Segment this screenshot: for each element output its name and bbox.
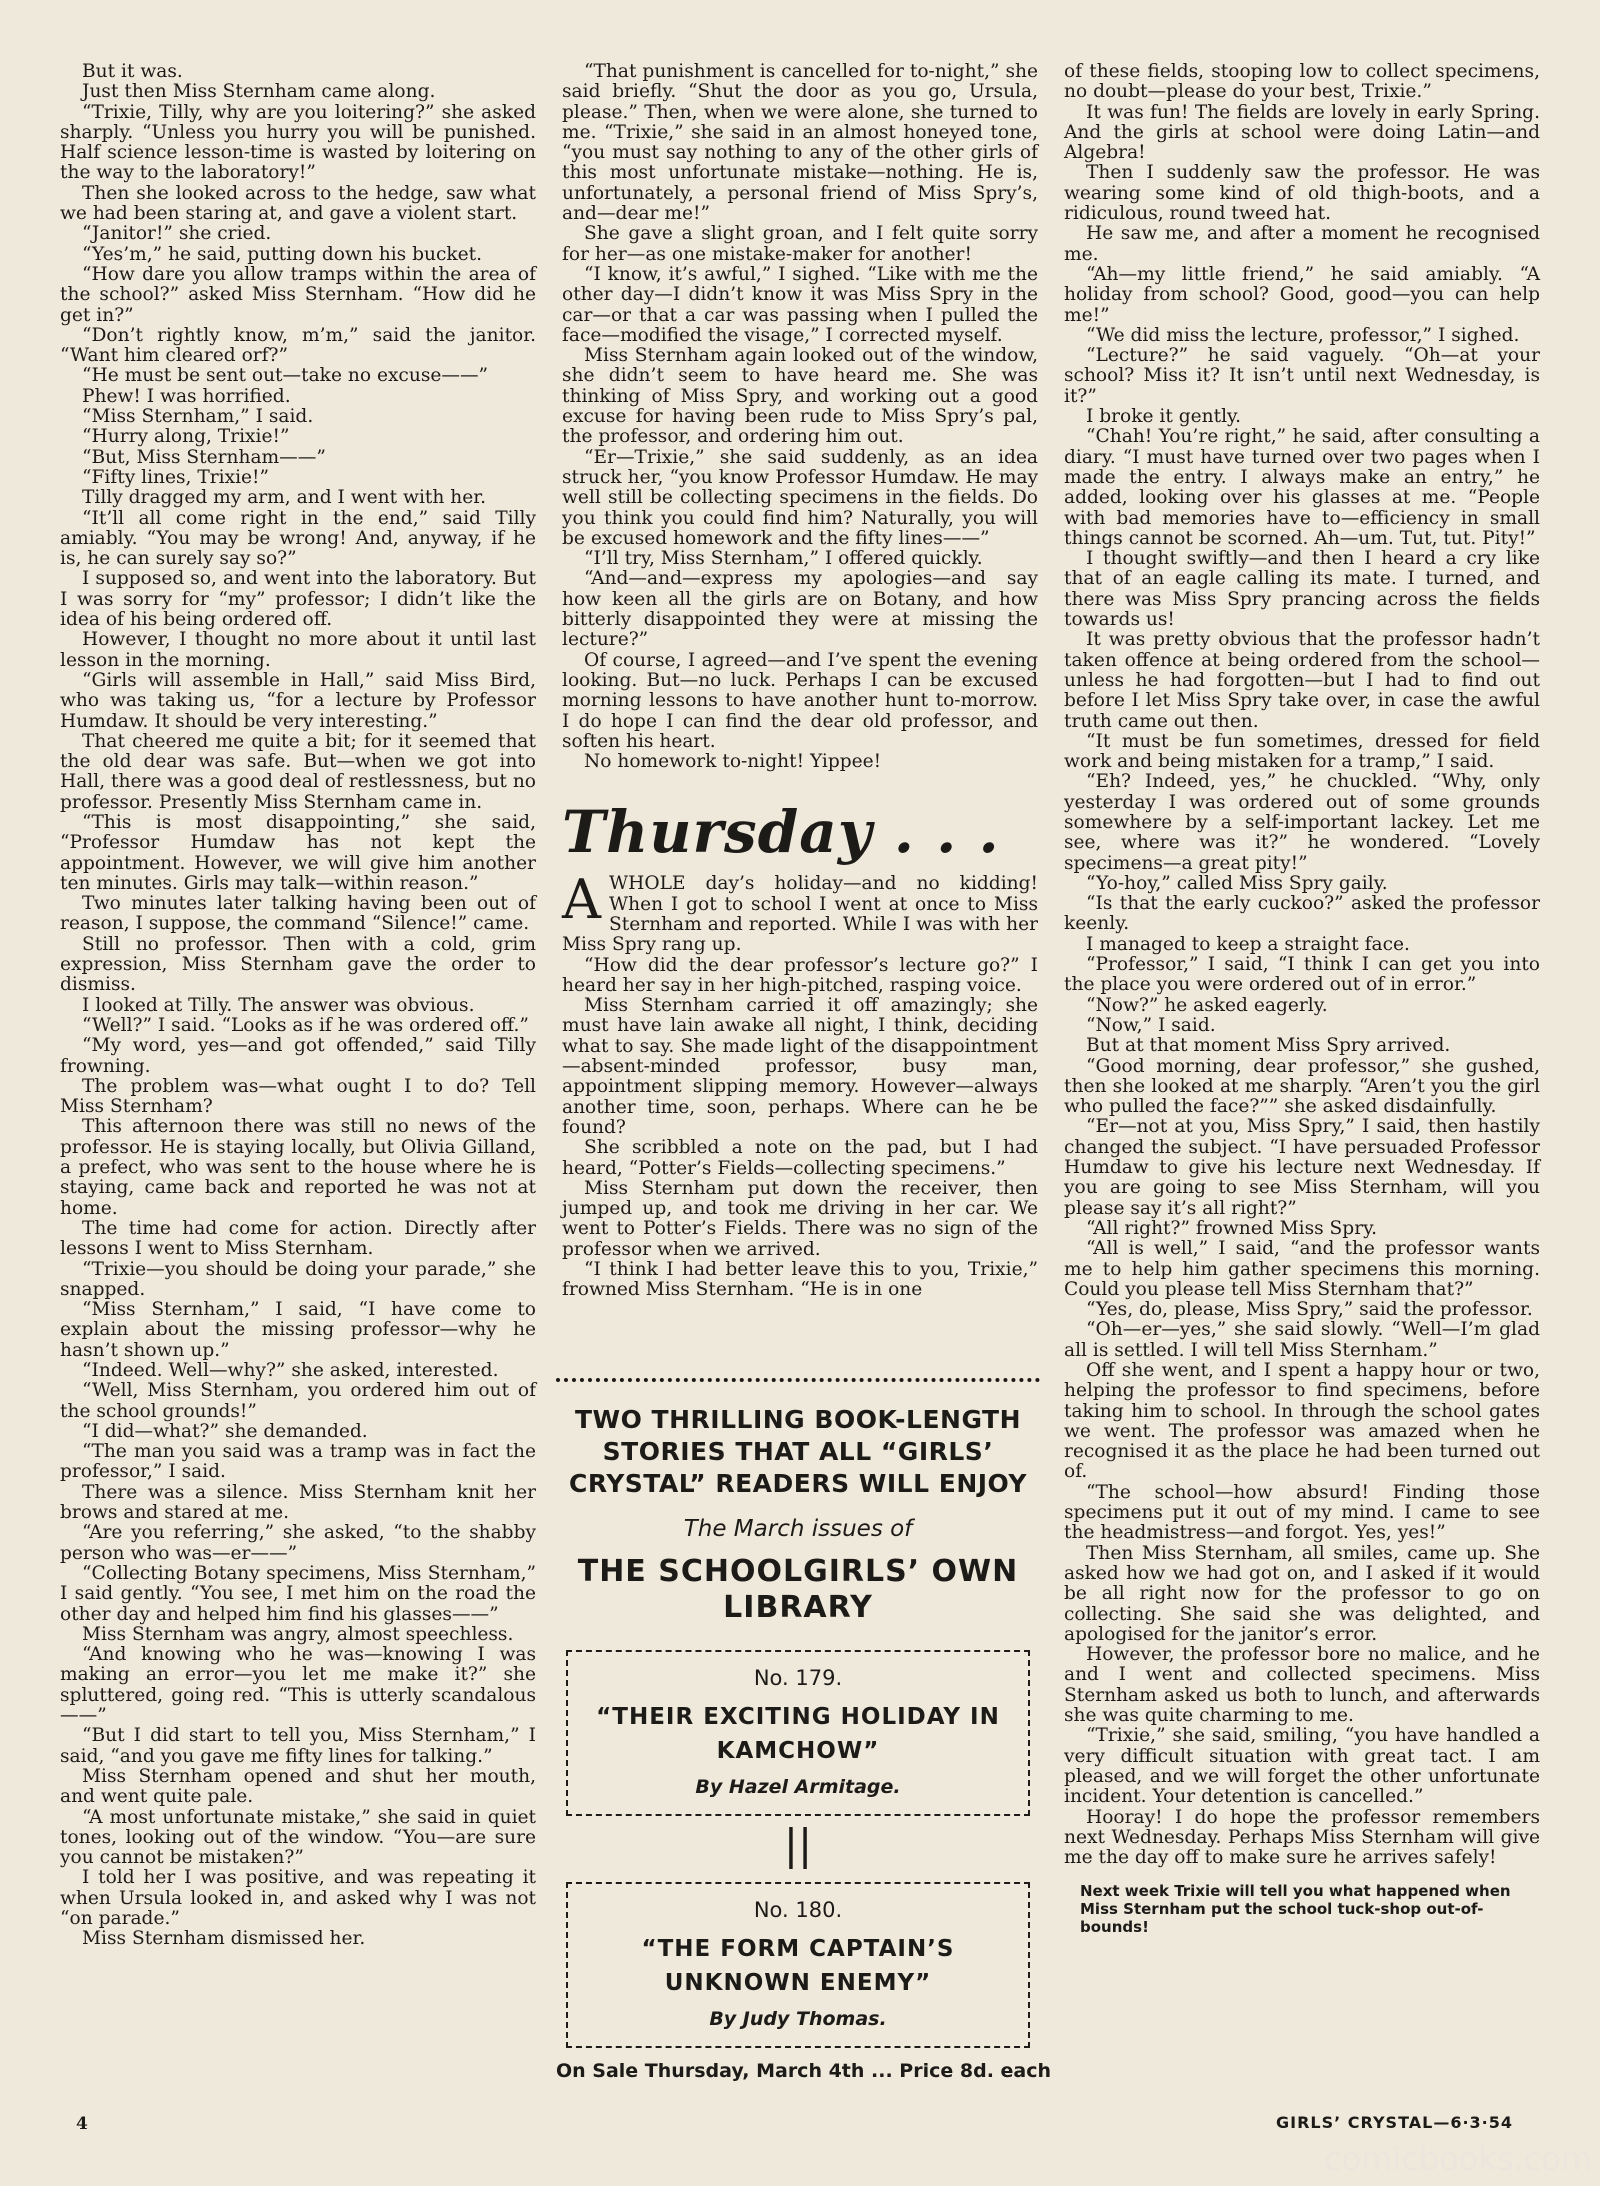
advert-library-name: THE SCHOOLGIRLS’ OWN LIBRARY bbox=[577, 1554, 1019, 1625]
story-paragraph: “Trixie,” she said, smiling, “you have handled a very difficult situation with great tact. I am pleased, and we will forget the other unfortunate incident. Your detention is cancelled.” bbox=[1064, 1725, 1540, 1808]
story-paragraph: I managed to keep a straight face. bbox=[1086, 933, 1410, 955]
story-paragraph: “Er—not at you, Miss Spry,” I said, then hastily changed the subject. “I have persuaded Professor Humdaw to give his lecture next Wednesday. If you are going to see Miss Sternham, will you please say it’s all right?” bbox=[1064, 1116, 1540, 1219]
story-paragraph: “Are you referring,” she asked, “to the shabby person who was—er——” bbox=[60, 1522, 536, 1564]
story-paragraph: I thought swiftly—and then I heard a cry like that of an eagle calling its mate. I turned, and there was Miss Spry prancing across the fields towards us! bbox=[1064, 548, 1540, 631]
story-paragraph: “I did—what?” she demanded. bbox=[82, 1420, 368, 1442]
story-paragraph: “Yes, do, please, Miss Spry,” said the professor. bbox=[1086, 1299, 1533, 1321]
story-paragraph: “It must be fun sometimes, dressed for field work and being mistaken for a tramp,” I said. bbox=[1064, 730, 1540, 773]
story-column-1 bbox=[60, 62, 536, 1950]
story-paragraph: Tilly dragged my arm, and I went with her. bbox=[82, 487, 486, 509]
story-paragraph: It was pretty obvious that the professor hadn’t taken offence at being ordered from the school—unless he had forgotten—but I had to find out before I let Miss Spry take over, in case the awful truth came out then. bbox=[1064, 629, 1540, 732]
story-paragraph: I supposed so, and went into the laboratory. But I was sorry for “my” professor; I didn’t like the idea of his being ordered off. bbox=[60, 568, 536, 631]
story-paragraph: I looked at Tilly. The answer was obvious. bbox=[82, 994, 475, 1016]
story-paragraph: “Professor,” I said, “I think I can get you into the place you were ordered out of in error.” bbox=[1064, 954, 1540, 996]
story-paragraph: There was a silence. Miss Sternham knit her brows and stared at me. bbox=[60, 1481, 536, 1524]
story-paragraph: Phew! I was horrified. bbox=[82, 385, 291, 407]
story-paragraph: “Yes’m,” he said, putting down his bucket. bbox=[82, 243, 483, 265]
story-paragraph: “Hurry along, Trixie!” bbox=[82, 426, 290, 448]
story-paragraph: He saw me, and after a moment he recognised me. bbox=[1064, 223, 1540, 265]
story-column-3-text bbox=[1064, 62, 1540, 1868]
story-paragraph: Still no professor. Then with a cold, grim expression, Miss Sternham gave the order to dismiss. bbox=[60, 933, 536, 996]
story-paragraph: “Er—Trixie,” she said suddenly, as an idea struck her, “you know Professor Humdaw. He may well still be collecting specimens in the fields. Do you think you could find him? Naturally, you will be excused homework and the fifty lines——” bbox=[562, 446, 1038, 549]
story-paragraph: “My word, yes—and got offended,” said Tilly frowning. bbox=[60, 1035, 536, 1077]
story-paragraph: Miss Sternham put down the receiver, then jumped up, and took me driving in her car. We went to Potter’s Fields. There was no sign of the professor when we arrived. bbox=[562, 1177, 1038, 1260]
story-paragraph: “Trixie, Tilly, why are you loitering?” she asked sharply. “Unless you hurry you will be punished. Half science lesson-time is wasted by loitering on the way to the laboratory!” bbox=[60, 101, 536, 184]
story-paragraph: “How dare you allow tramps within the area of the school?” asked Miss Sternham. “How did he get in?” bbox=[60, 263, 536, 326]
story-paragraph: “I think I had better leave this to you, Trixie,” frowned Miss Sternham. “He is in one bbox=[562, 1259, 1038, 1301]
story-paragraph: It was fun! The fields are lovely in early Spring. And the girls at school were doing Latin—and Algebra! bbox=[1064, 101, 1540, 164]
story-paragraph: “Girls will assemble in Hall,” said Miss Bird, who was taking us, “for a lecture by Professor Humdaw. It should be very interesting.” bbox=[60, 669, 536, 732]
story-paragraph: However, the professor bore no malice, and he and I went and collected specimens. Miss Sternham asked us both to lunch, and afterwards she was quite charming to me. bbox=[1064, 1644, 1540, 1727]
next-week-teaser: Next week Trixie will tell you what happened when Miss Sternham put the school tuck-shop out-of-bounds! bbox=[1080, 1882, 1511, 1937]
story-paragraph: “Janitor!” she cried. bbox=[82, 223, 272, 245]
advert-separator: || bbox=[783, 1820, 813, 1869]
story-paragraph: Off she went, and I spent a happy hour or two, helping the professor to find specimens, before taking him to school. In through the school gates we went. The professor was amazed when he recognised it as the place he had been turned out of. bbox=[1064, 1360, 1540, 1483]
story-paragraph: “Eh? Indeed, yes,” he chuckled. “Why, only yesterday I was ordered out of some grounds somewhere by a self-important lackey. Let me see, where was it?” he wondered. “Lovely specimens—a great pity!” bbox=[1064, 771, 1540, 874]
magazine-issue: GIRLS’ CRYSTAL—6·3·54 bbox=[1276, 2113, 1514, 2132]
story-paragraph: Then she looked across to the hedge, saw what we had been staring at, and gave a violent start. bbox=[60, 182, 536, 225]
book-box-2 bbox=[566, 1882, 1030, 2048]
page-number: 4 bbox=[76, 2114, 88, 2134]
story-paragraph: “But, Miss Sternham——” bbox=[82, 446, 326, 468]
section-heading: Thursday . . . bbox=[562, 798, 1000, 867]
story-paragraph: But at that moment Miss Spry arrived. bbox=[1086, 1035, 1451, 1057]
watermark: comicbooks.com bbox=[1324, 2140, 1593, 2178]
library-advert bbox=[556, 1378, 1052, 2082]
story-paragraph: “Good morning, dear professor,” she gushed, then she looked at me sharply. “Aren’t you the girl who pulled the face?”” she asked disdainfully. bbox=[1064, 1055, 1540, 1118]
story-paragraph: The problem was—what ought I to do? Tell Miss Sternham? bbox=[60, 1075, 536, 1118]
story-paragraph: Just then Miss Sternham came along. bbox=[82, 81, 436, 103]
story-paragraph: “Miss Sternham,” I said. bbox=[82, 406, 314, 428]
story-paragraph: “I know, it’s awful,” I sighed. “Like with me the other day—I didn’t know it was Miss Spry in the car—or that a car was passing when I pulled the face—modified the visage,” I corrected myself. bbox=[562, 263, 1038, 346]
story-paragraph: “Yo-hoy,” called Miss Spry gaily. bbox=[1086, 872, 1388, 894]
story-paragraph: “The man you said was a tramp was in fact the professor,” I said. bbox=[60, 1441, 536, 1483]
story-paragraph: “This is most disappointing,” she said, “Professor Humdaw has not kept the appointment. However, we will give him another ten minutes. Girls may talk—within reason.” bbox=[60, 811, 536, 894]
story-paragraph: “Miss Sternham,” I said, “I have come to explain about the missing professor—why he hasn’t shown up.” bbox=[60, 1299, 536, 1361]
story-paragraph: “But I did start to tell you, Miss Sternham,” I said, “and you gave me fifty lines for talking.” bbox=[60, 1725, 536, 1767]
story-paragraph: “Chah! You’re right,” he said, after consulting a diary. “I must have turned over two pages when I made the entry. I always make an entry,” he added, looking over his glasses at me. “People with bad memories have to—efficiency in small things cannot be scorned. Ah—um. Tut, tut. Pity!” bbox=[1064, 426, 1540, 549]
story-paragraph: Miss Sternham opened and shut her mouth, and went quite pale. bbox=[60, 1765, 536, 1808]
story-paragraph: “All right?” frowned Miss Spry. bbox=[1086, 1217, 1378, 1239]
story-paragraph: “Collecting Botany specimens, Miss Sternham,” I said gently. “You see, I met him on the road the other day and helped him find his glasses——” bbox=[60, 1562, 536, 1625]
book-title: “THEIR EXCITING HOLIDAY IN KAMCHOW” bbox=[596, 1704, 1000, 1764]
story-paragraph: “Lecture?” he said vaguely. “Oh—at your school? Miss it? It isn’t until next Wednesday, is it?” bbox=[1064, 345, 1540, 407]
story-paragraph: “Oh—er—yes,” she said slowly. “Well—I’m glad all is settled. I will tell Miss Sternham.” bbox=[1064, 1319, 1540, 1361]
story-paragraph: Then Miss Sternham, all smiles, came up. She asked how we had got on, and I asked if it would be all right now for the professor to go on collecting. She said she was delighted, and apologised for the janitor’s error. bbox=[1064, 1542, 1540, 1645]
story-paragraph: I told her I was positive, and was repeating it when Ursula looked in, and asked why I was not “on parade.” bbox=[60, 1867, 536, 1930]
story-paragraph: Miss Sternham dismissed her. bbox=[82, 1928, 366, 1950]
advert-sale-line: On Sale Thursday, March 4th ... Price 8d. each bbox=[556, 2060, 1052, 2082]
story-paragraph: “Ah—my little friend,” he said amiably. “A holiday from school? Good, good—you can help me!” bbox=[1064, 263, 1540, 326]
story-paragraph: “The school—how absurd! Finding those specimens put it out of my mind. I came to see the headmistress—and forgot. Yes, yes!” bbox=[1064, 1481, 1540, 1544]
story-paragraph: No homework to-night! Yippee! bbox=[584, 751, 882, 773]
story-paragraph: But it was. bbox=[82, 61, 183, 82]
story-paragraph: AWHOLE day’s holiday—and no kidding! When I got to school I went at once to Miss Sternham and reported. While I was with her Miss Spry rang up. bbox=[562, 868, 1038, 956]
story-paragraph: “Fifty lines, Trixie!” bbox=[82, 466, 270, 488]
story-paragraph: That cheered me quite a bit; for it seemed that the old dear was safe. But—when we got into Hall, there was a good deal of restlessness, but no professor. Presently Miss Sternham came in. bbox=[60, 730, 536, 813]
story-paragraph: “Don’t rightly know, m’m,” said the janitor. “Want him cleared orf?” bbox=[60, 324, 536, 367]
story-paragraph: “Indeed. Well—why?” she asked, interested. bbox=[82, 1360, 499, 1381]
story-paragraph: “He must be sent out—take no excuse——” bbox=[82, 365, 489, 387]
book-number: No. 180. bbox=[753, 1898, 843, 1922]
story-column-3 bbox=[1064, 62, 1540, 1936]
story-paragraph: “How did the dear professor’s lecture go?” I heard her say in her high-pitched, rasping voice. bbox=[562, 954, 1038, 996]
story-paragraph: This afternoon there was still no news of the professor. He is staying locally, but Olivia Gilland, a prefect, who was sent to the house where he is staying, came back and reported he was not at home. bbox=[60, 1116, 536, 1219]
dotted-divider bbox=[556, 1378, 1040, 1382]
story-paragraph: She scribbled a note on the pad, but I had heard, “Potter’s Fields—collecting specimens.” bbox=[562, 1137, 1038, 1179]
story-paragraph: Then I suddenly saw the professor. He was wearing some kind of old thigh-boots, and a ridiculous, round tweed hat. bbox=[1064, 162, 1540, 225]
story-paragraph: Hooray! I do hope the professor remembers next Wednesday. Perhaps Miss Sternham will give me the day off to make sure he arrives safely! bbox=[1064, 1806, 1540, 1869]
book-author: By Judy Thomas. bbox=[709, 2008, 887, 2030]
book-title: “THE FORM CAPTAIN’S UNKNOWN ENEMY” bbox=[641, 1936, 955, 1996]
story-paragraph: “A most unfortunate mistake,” she said in quiet tones, looking out of the window. “You—are sure you cannot be mistaken?” bbox=[60, 1806, 536, 1869]
advert-headline: TWO THRILLING BOOK-LENGTH STORIES THAT ALL “GIRLS’ CRYSTAL” READERS WILL ENJOY bbox=[568, 1405, 1028, 1498]
story-column-2 bbox=[562, 62, 1038, 1301]
story-paragraph: “Now?” he asked eagerly. bbox=[1086, 994, 1328, 1016]
book-author: By Hazel Armitage. bbox=[695, 1776, 901, 1798]
story-column-2-bottom bbox=[562, 868, 1038, 1301]
book-number: No. 179. bbox=[753, 1666, 843, 1690]
story-paragraph: The time had come for action. Directly after lessons I went to Miss Sternham. bbox=[60, 1217, 536, 1260]
story-paragraph: “It’ll all come right in the end,” said Tilly amiably. “You may be wrong! And, anyway, if he is, he can surely say so?” bbox=[60, 507, 536, 570]
story-paragraph: of these fields, stooping low to collect specimens, no doubt—please do your best, Trixie.” bbox=[1064, 61, 1540, 103]
story-paragraph: Of course, I agreed—and I’ve spent the evening looking. But—no luck. Perhaps I can be excused morning lessons to have another hunt to-morrow. I do hope I can find the dear old professor, and soften his heart. bbox=[562, 649, 1038, 752]
book-box-1 bbox=[566, 1650, 1030, 1816]
story-paragraph: “That punishment is cancelled for to-night,” she said briefly. “Shut the door as you go, Ursula, please.” Then, when we were alone, she turned to me. “Trixie,” she said in an almost honeyed tone, “you must say nothing to any of the other girls of this most unfortunate mistake—nothing. He is, unfortunately, a personal friend of Miss Spry’s, and—dear me!” bbox=[562, 61, 1038, 225]
story-paragraph: “Is that the early cuckoo?” asked the professor keenly. bbox=[1064, 893, 1540, 935]
story-paragraph: “Trixie—you should be doing your parade,” she snapped. bbox=[60, 1258, 536, 1300]
story-paragraph: “And—and—express my apologies—and say how keen all the girls are on Botany, and how bitterly disappointed they were at missing the lecture?” bbox=[562, 568, 1038, 651]
story-paragraph: She gave a slight groan, and I felt quite sorry for her—as one mistake-maker for another! bbox=[562, 223, 1038, 265]
story-paragraph: “Now,” I said. bbox=[1086, 1014, 1216, 1036]
drop-cap: A bbox=[562, 868, 601, 932]
story-paragraph: I broke it gently. bbox=[1086, 406, 1241, 428]
story-paragraph: Two minutes later talking having been out of reason, I suppose, the command “Silence!” came. bbox=[60, 893, 536, 935]
advert-subline: The March issues of bbox=[683, 1516, 913, 1542]
story-paragraph: “All is well,” I said, “and the professor wants me to help him gather specimens this morning. Could you please tell Miss Sternham that?” bbox=[1064, 1238, 1540, 1300]
story-paragraph: “Well, Miss Sternham, you ordered him out of the school grounds!” bbox=[60, 1380, 536, 1422]
story-paragraph: “We did miss the lecture, professor,” I sighed. bbox=[1086, 324, 1520, 346]
story-paragraph: “And knowing who he was—knowing I was making an error—you let me make it?” she spluttered, going red. “This is utterly scandalous——” bbox=[60, 1644, 536, 1727]
story-paragraph: However, I thought no more about it until last lesson in the morning. bbox=[60, 629, 536, 671]
story-paragraph: Miss Sternham carried it off amazingly; she must have lain awake all night, I think, deciding what to say. She made light of the disappointment—absent-minded professor, busy man, appointment slipping memory. However—always another time, soon, perhaps. Where can he be found? bbox=[562, 995, 1038, 1138]
story-paragraph: Miss Sternham again looked out of the window, she didn’t seem to have heard me. She was thinking of Miss Spry, and working out a good excuse for having been rude to Miss Spry’s pal, the professor, and ordering him out. bbox=[562, 345, 1038, 448]
story-column-2-top bbox=[562, 62, 1038, 772]
story-paragraph: Miss Sternham was angry, almost speechless. bbox=[82, 1623, 514, 1645]
story-paragraph: “I’ll try, Miss Sternham,” I offered quickly. bbox=[584, 548, 983, 570]
story-paragraph: “Well?” I said. “Looks as if he was ordered off.” bbox=[82, 1014, 529, 1036]
